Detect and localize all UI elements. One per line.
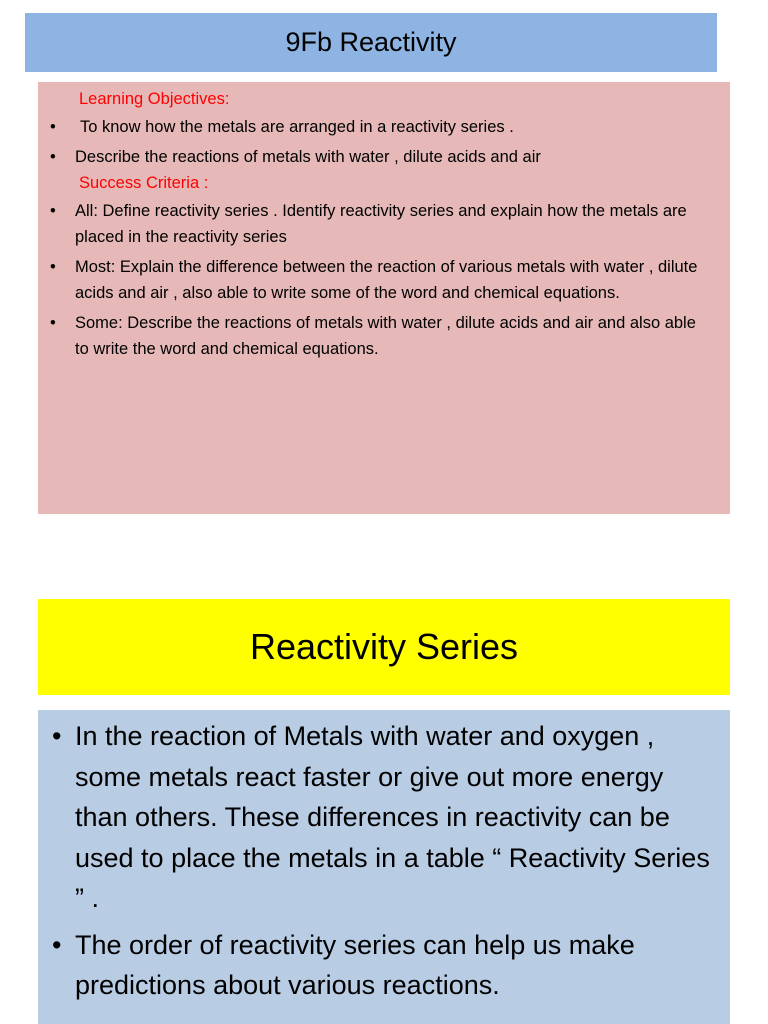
list-item: • To know how the metals are arranged in a reactivity series . (50, 114, 714, 140)
bullet-icon: • (50, 202, 56, 220)
list-item: • All: Define reactivity series . Identify reactivity series and explain how the metals are placed in the reactivity series (50, 198, 714, 250)
bullet-icon: • (50, 148, 56, 166)
reactivity-series-body (38, 710, 730, 1024)
bullet-icon: • (52, 721, 62, 751)
bullet-icon: • (52, 929, 62, 960)
title-bar (25, 13, 717, 72)
reactivity-series-list (52, 716, 718, 1006)
list-item: • Some: Describe the reactions of metals with water , dilute acids and air and also able to write the word and chemical equations. (50, 310, 714, 362)
page-title: 9Fb Reactivity (285, 27, 457, 57)
success-criteria-list (50, 198, 714, 362)
list-item: • The order of reactivity series can help us make predictions about various reactions. (52, 925, 718, 1006)
list-item: • Most: Explain the difference between the reaction of various metals with water , dilute acids and air , also able to write some of the word and chemical equations. (50, 254, 714, 306)
learning-objectives-heading: Learning Objectives: (79, 90, 230, 108)
objectives-box (38, 82, 730, 514)
list-item: • Describe the reactions of metals with water , dilute acids and air (50, 144, 714, 170)
section-title: Reactivity Series (249, 626, 519, 667)
learning-objectives-list (50, 114, 714, 170)
bullet-icon: • (50, 314, 56, 332)
list-item: • In the reaction of Metals with water and oxygen , some metals react faster or give out more energy than others. These differences in reactivity can be used to place the metals in a table “ Reactivity Series ” . (52, 716, 718, 919)
bullet-icon: • (50, 258, 56, 276)
reactivity-series-heading-bar (38, 599, 730, 695)
bullet-icon: • (50, 118, 56, 136)
success-criteria-heading: Success Criteria : (79, 174, 209, 192)
